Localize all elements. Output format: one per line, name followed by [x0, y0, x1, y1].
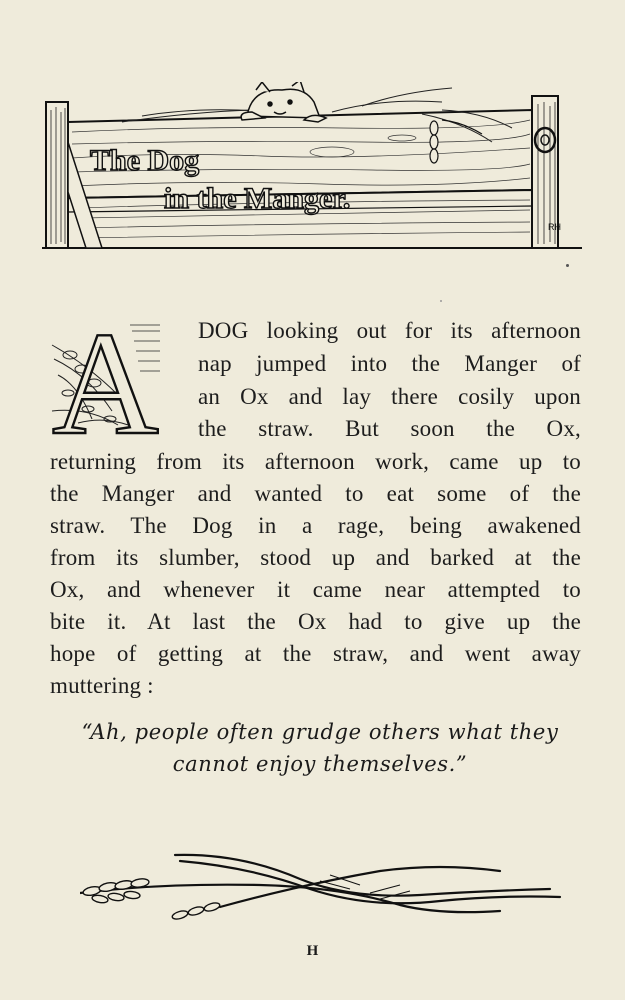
drop-cap: [48, 315, 168, 439]
print-speck: [440, 300, 442, 302]
story-line: nap jumped into the Manger of: [198, 351, 581, 376]
wheat-ornament: [80, 845, 580, 925]
story-line: an Ox and lay there cosily upon: [198, 384, 581, 409]
header-banner: [42, 82, 582, 254]
moral-line: cannot enjoy themselves.”: [172, 752, 468, 776]
story-line: straw. The Dog in a rage, being awakened: [50, 513, 581, 538]
moral-line: “Ah, people often grudge others what they: [81, 720, 559, 744]
story-line: muttering :: [50, 673, 154, 698]
banner-title-line2: in the Manger.: [164, 182, 351, 215]
story-line: DOG looking out for its afternoon: [198, 318, 581, 343]
drop-cap-letter: A: [52, 315, 159, 439]
story-line: Ox, and whenever it came near attempted to: [50, 577, 581, 602]
banner-title-line1: The Dog: [90, 144, 200, 177]
story-line: the straw. But soon the Ox,: [198, 416, 581, 441]
story-line: hope of getting at the straw, and went away: [50, 641, 581, 666]
story-line: bite it. At last the Ox had to give up the: [50, 609, 581, 634]
print-speck: [566, 264, 569, 267]
story-line: returning from its afternoon work, came up to: [50, 449, 581, 474]
story-line: from its slumber, stood up and barked at the: [50, 545, 581, 570]
story-line: the Manger and wanted to eat some of the: [50, 481, 581, 506]
signature-mark: H: [306, 943, 319, 959]
banner-monogram: RH: [548, 222, 561, 232]
